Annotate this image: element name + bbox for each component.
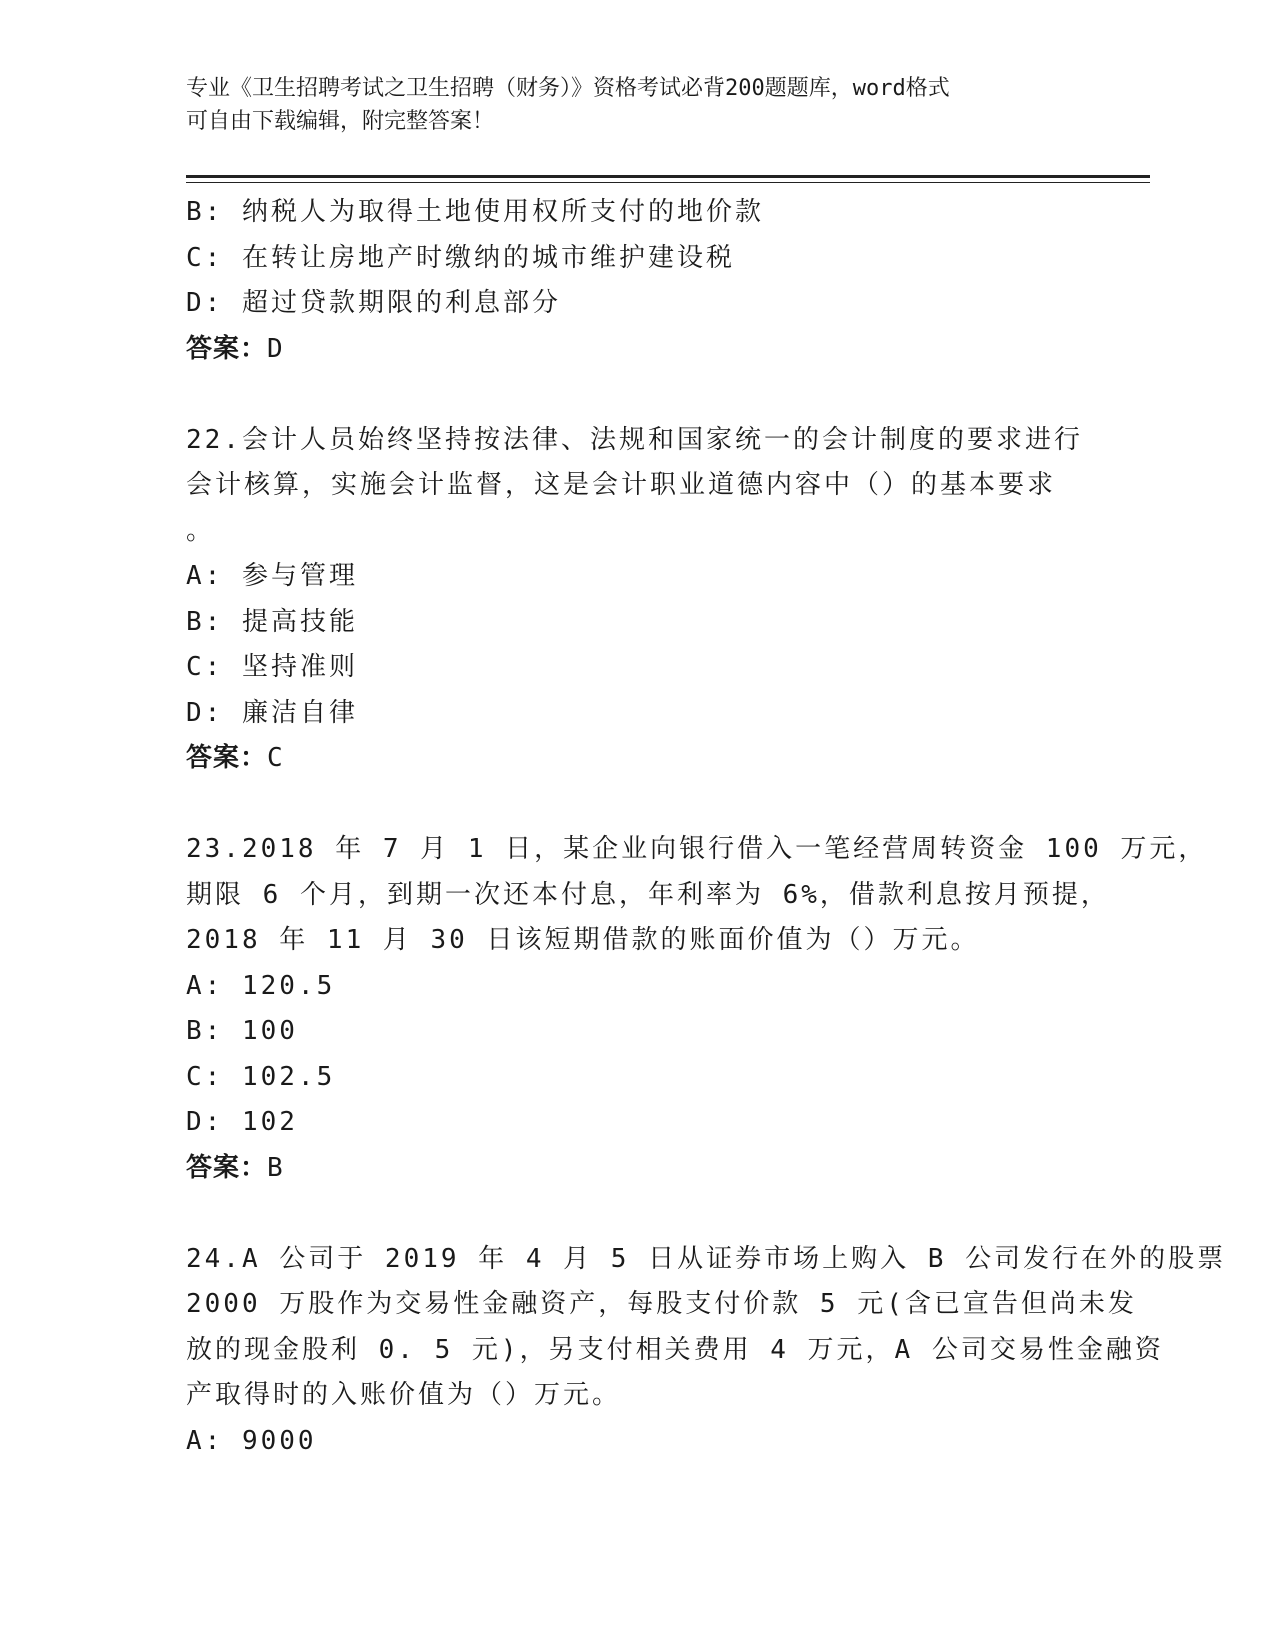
option-d: D: 102 — [186, 1107, 298, 1137]
spacer — [186, 782, 1086, 828]
option-b: B: 100 — [186, 1016, 298, 1046]
question-stem-line: 产取得时的入账价值为（）万元。 — [186, 1380, 622, 1410]
header-title-line-2: 可自由下载编辑，附完整答案！ — [186, 109, 495, 134]
header-title-line-1: 专业《卫生招聘考试之卫生招聘（财务）》资格考试必背200题题库，word格式 — [186, 76, 950, 101]
question-stem-line: 24.A 公司于 2019 年 4 月 5 日从证券市场上购入 B 公司发行在外的股票 — [186, 1243, 1227, 1274]
header-divider-thin — [186, 182, 1150, 183]
option-c: C: 坚持准则 — [186, 652, 358, 682]
question-stem-line: 2000 万股作为交易性金融资产，每股支付价款 5 元(含已宣告但尚未发 — [186, 1289, 1137, 1319]
question-stem-line: 23.2018 年 7 月 1 日，某企业向银行借入一笔经营周转资金 100 万元， — [186, 834, 1208, 864]
option-a: A: 120.5 — [186, 970, 336, 1001]
option-c: C: 102.5 — [186, 1061, 336, 1092]
question-stem-line: 期限 6 个月，到期一次还本付息，年利率为 6%，借款利息按月预提， — [186, 879, 1110, 910]
question-list — [186, 190, 1227, 1464]
option-b: B: 提高技能 — [186, 606, 358, 637]
question-23 — [186, 827, 1208, 1191]
question-21-tail — [186, 190, 1086, 372]
question-stem-line: 22.会计人员始终坚持按法律、法规和国家统一的会计制度的要求进行 — [186, 424, 1083, 455]
spacer — [186, 1191, 1086, 1237]
question-stem-line: 2018 年 11 月 30 日该短期借款的账面价值为（）万元。 — [186, 925, 980, 955]
option-a: A: 9000 — [186, 1425, 317, 1456]
option-a: A: 参与管理 — [186, 561, 358, 591]
answer-value: C — [267, 743, 284, 773]
question-stem-line: 放的现金股利 0. 5 元)，另支付相关费用 4 万元，A 公司交易性金融资 — [186, 1334, 1164, 1365]
answer-label: 答案： — [186, 743, 268, 773]
answer-label: 答案： — [186, 333, 268, 364]
question-stem-line: 会计核算，实施会计监督，这是会计职业道德内容中（）的基本要求 — [186, 470, 1057, 500]
option-d: D: 廉洁自律 — [186, 697, 358, 728]
option-d: D: 超过贷款期限的利息部分 — [186, 288, 561, 318]
question-stem-line: 。 — [186, 515, 216, 546]
header-divider-thick — [186, 175, 1150, 178]
answer-label: 答案： — [186, 1152, 268, 1183]
option-c: C: 在转让房地产时缴纳的城市维护建设税 — [186, 242, 735, 273]
answer-line — [186, 736, 1086, 782]
document-header — [186, 72, 1086, 138]
answer-value: D — [267, 333, 284, 364]
answer-value: B — [267, 1152, 284, 1183]
question-24 — [186, 1237, 1227, 1465]
answer-line — [186, 327, 1086, 373]
spacer — [186, 372, 1086, 418]
question-22 — [186, 418, 1086, 782]
option-b: B: 纳税人为取得土地使用权所支付的地价款 — [186, 197, 764, 227]
answer-line — [186, 1146, 1086, 1192]
